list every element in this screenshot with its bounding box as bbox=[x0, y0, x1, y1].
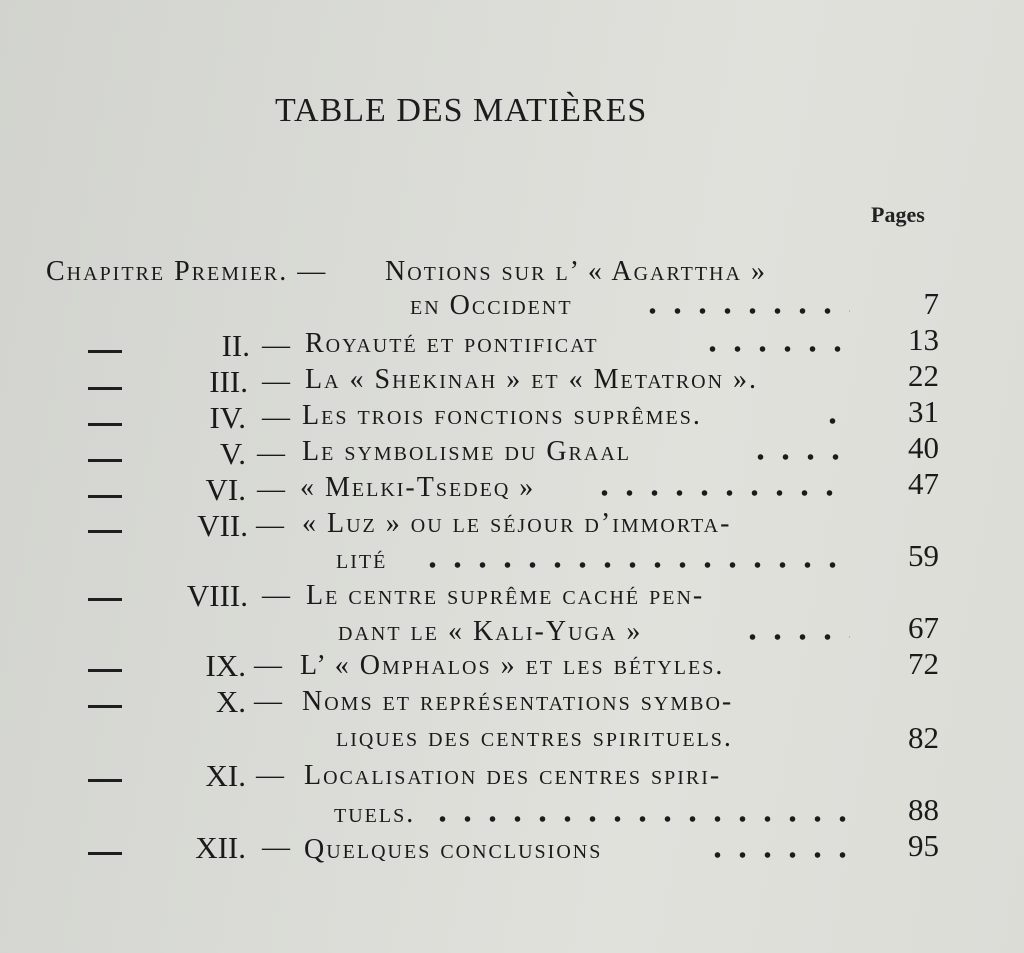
chapter-3-sep: — bbox=[262, 366, 290, 397]
chapter-4-page: 31 bbox=[908, 394, 939, 429]
chapter-8-numeral: VIII. bbox=[186, 578, 248, 613]
pages-column-header: Pages bbox=[871, 202, 925, 227]
ditto-dash bbox=[88, 705, 122, 708]
chapter-2-sep: — bbox=[262, 330, 290, 361]
page-title: TABLE DES MATIÈRES bbox=[275, 92, 648, 129]
chapter-7-sep: — bbox=[256, 510, 284, 541]
chapter-8-sep: — bbox=[262, 580, 290, 611]
chapter-1-prefix: Chapitre Premier. — bbox=[46, 256, 328, 287]
chapter-4-title: Les trois fonctions suprêmes. bbox=[302, 400, 702, 431]
chapter-4-sep: — bbox=[262, 402, 290, 433]
chapter-6-sep: — bbox=[257, 474, 285, 505]
ditto-dash bbox=[88, 530, 122, 533]
chapter-12-numeral: XII. bbox=[195, 830, 246, 865]
chapter-9-numeral: IX. bbox=[205, 648, 246, 683]
ditto-dash bbox=[88, 350, 122, 353]
chapter-12-title: Quelques conclusions bbox=[304, 834, 603, 865]
chapter-5-numeral: V. bbox=[219, 436, 246, 471]
ditto-dash bbox=[88, 669, 122, 672]
ditto-dash bbox=[88, 387, 122, 390]
chapter-6-dot-leader bbox=[592, 490, 850, 496]
chapter-10-numeral: X. bbox=[215, 684, 246, 719]
chapter-6-page: 47 bbox=[908, 466, 939, 501]
chapter-7-title-line2: lité bbox=[336, 544, 388, 575]
chapter-1-dot-leader bbox=[640, 308, 850, 314]
chapter-3-page: 22 bbox=[908, 358, 939, 393]
ditto-dash bbox=[88, 598, 122, 601]
ditto-dash bbox=[88, 852, 122, 855]
chapter-8-page: 67 bbox=[908, 610, 939, 645]
chapter-7-title-line1: « Luz » ou le séjour d’immorta- bbox=[302, 508, 732, 539]
chapter-8-title-line1: Le centre suprême caché pen- bbox=[306, 580, 705, 611]
chapter-12-sep: — bbox=[262, 832, 290, 863]
ditto-dash bbox=[88, 459, 122, 462]
ditto-dash bbox=[88, 423, 122, 426]
chapter-11-dot-leader bbox=[430, 816, 850, 822]
chapter-5-dot-leader bbox=[748, 454, 850, 460]
chapter-2-page: 13 bbox=[908, 322, 939, 357]
chapter-1-title-line1: Notions sur l’ « Agarttha » bbox=[385, 256, 767, 287]
chapter-9-sep: — bbox=[254, 650, 282, 681]
chapter-11-title-line1: Localisation des centres spiri- bbox=[304, 760, 722, 791]
chapter-6-numeral: VI. bbox=[205, 472, 246, 507]
ditto-dash bbox=[88, 495, 122, 498]
chapter-10-title-line2: liques des centres spirituels. bbox=[336, 722, 733, 753]
chapter-1-title-line2: en Occident bbox=[410, 290, 573, 321]
chapter-10-page: 82 bbox=[908, 720, 939, 755]
chapter-4-numeral: IV. bbox=[209, 400, 246, 435]
chapter-2-numeral: II. bbox=[221, 328, 250, 363]
chapter-6-title: « Melki-Tsedeq » bbox=[300, 472, 536, 503]
chapter-5-page: 40 bbox=[908, 430, 939, 465]
chapter-11-page: 88 bbox=[908, 792, 939, 827]
chapter-2-title: Royauté et pontificat bbox=[305, 328, 599, 359]
chapter-9-page: 72 bbox=[908, 646, 939, 681]
chapter-11-sep: — bbox=[256, 760, 284, 791]
chapter-4-dot-leader bbox=[820, 418, 850, 424]
chapter-5-title: Le symbolisme du Graal bbox=[302, 436, 632, 467]
chapter-11-title-line2: tuels. bbox=[334, 798, 416, 829]
chapter-8-title-line2: dant le « Kali-Yuga » bbox=[338, 616, 643, 647]
chapter-2-dot-leader bbox=[700, 346, 850, 352]
chapter-5-sep: — bbox=[257, 438, 285, 469]
chapter-11-numeral: XI. bbox=[205, 758, 246, 793]
chapter-7-page: 59 bbox=[908, 538, 939, 573]
chapter-7-numeral: VII. bbox=[197, 508, 248, 543]
chapter-12-dot-leader bbox=[705, 852, 850, 858]
chapter-9-title: L’ « Omphalos » et les bétyles. bbox=[300, 650, 725, 681]
ditto-dash bbox=[88, 779, 122, 782]
chapter-8-dot-leader bbox=[740, 634, 850, 640]
chapter-7-dot-leader bbox=[420, 562, 850, 568]
chapter-12-page: 95 bbox=[908, 828, 939, 863]
chapter-1-page: 7 bbox=[923, 286, 939, 321]
chapter-10-sep: — bbox=[254, 686, 282, 717]
chapter-3-title: La « Shekinah » et « Metatron ». bbox=[305, 364, 759, 395]
chapter-3-numeral: III. bbox=[209, 364, 248, 399]
chapter-10-title-line1: Noms et représentations symbo- bbox=[302, 686, 734, 717]
